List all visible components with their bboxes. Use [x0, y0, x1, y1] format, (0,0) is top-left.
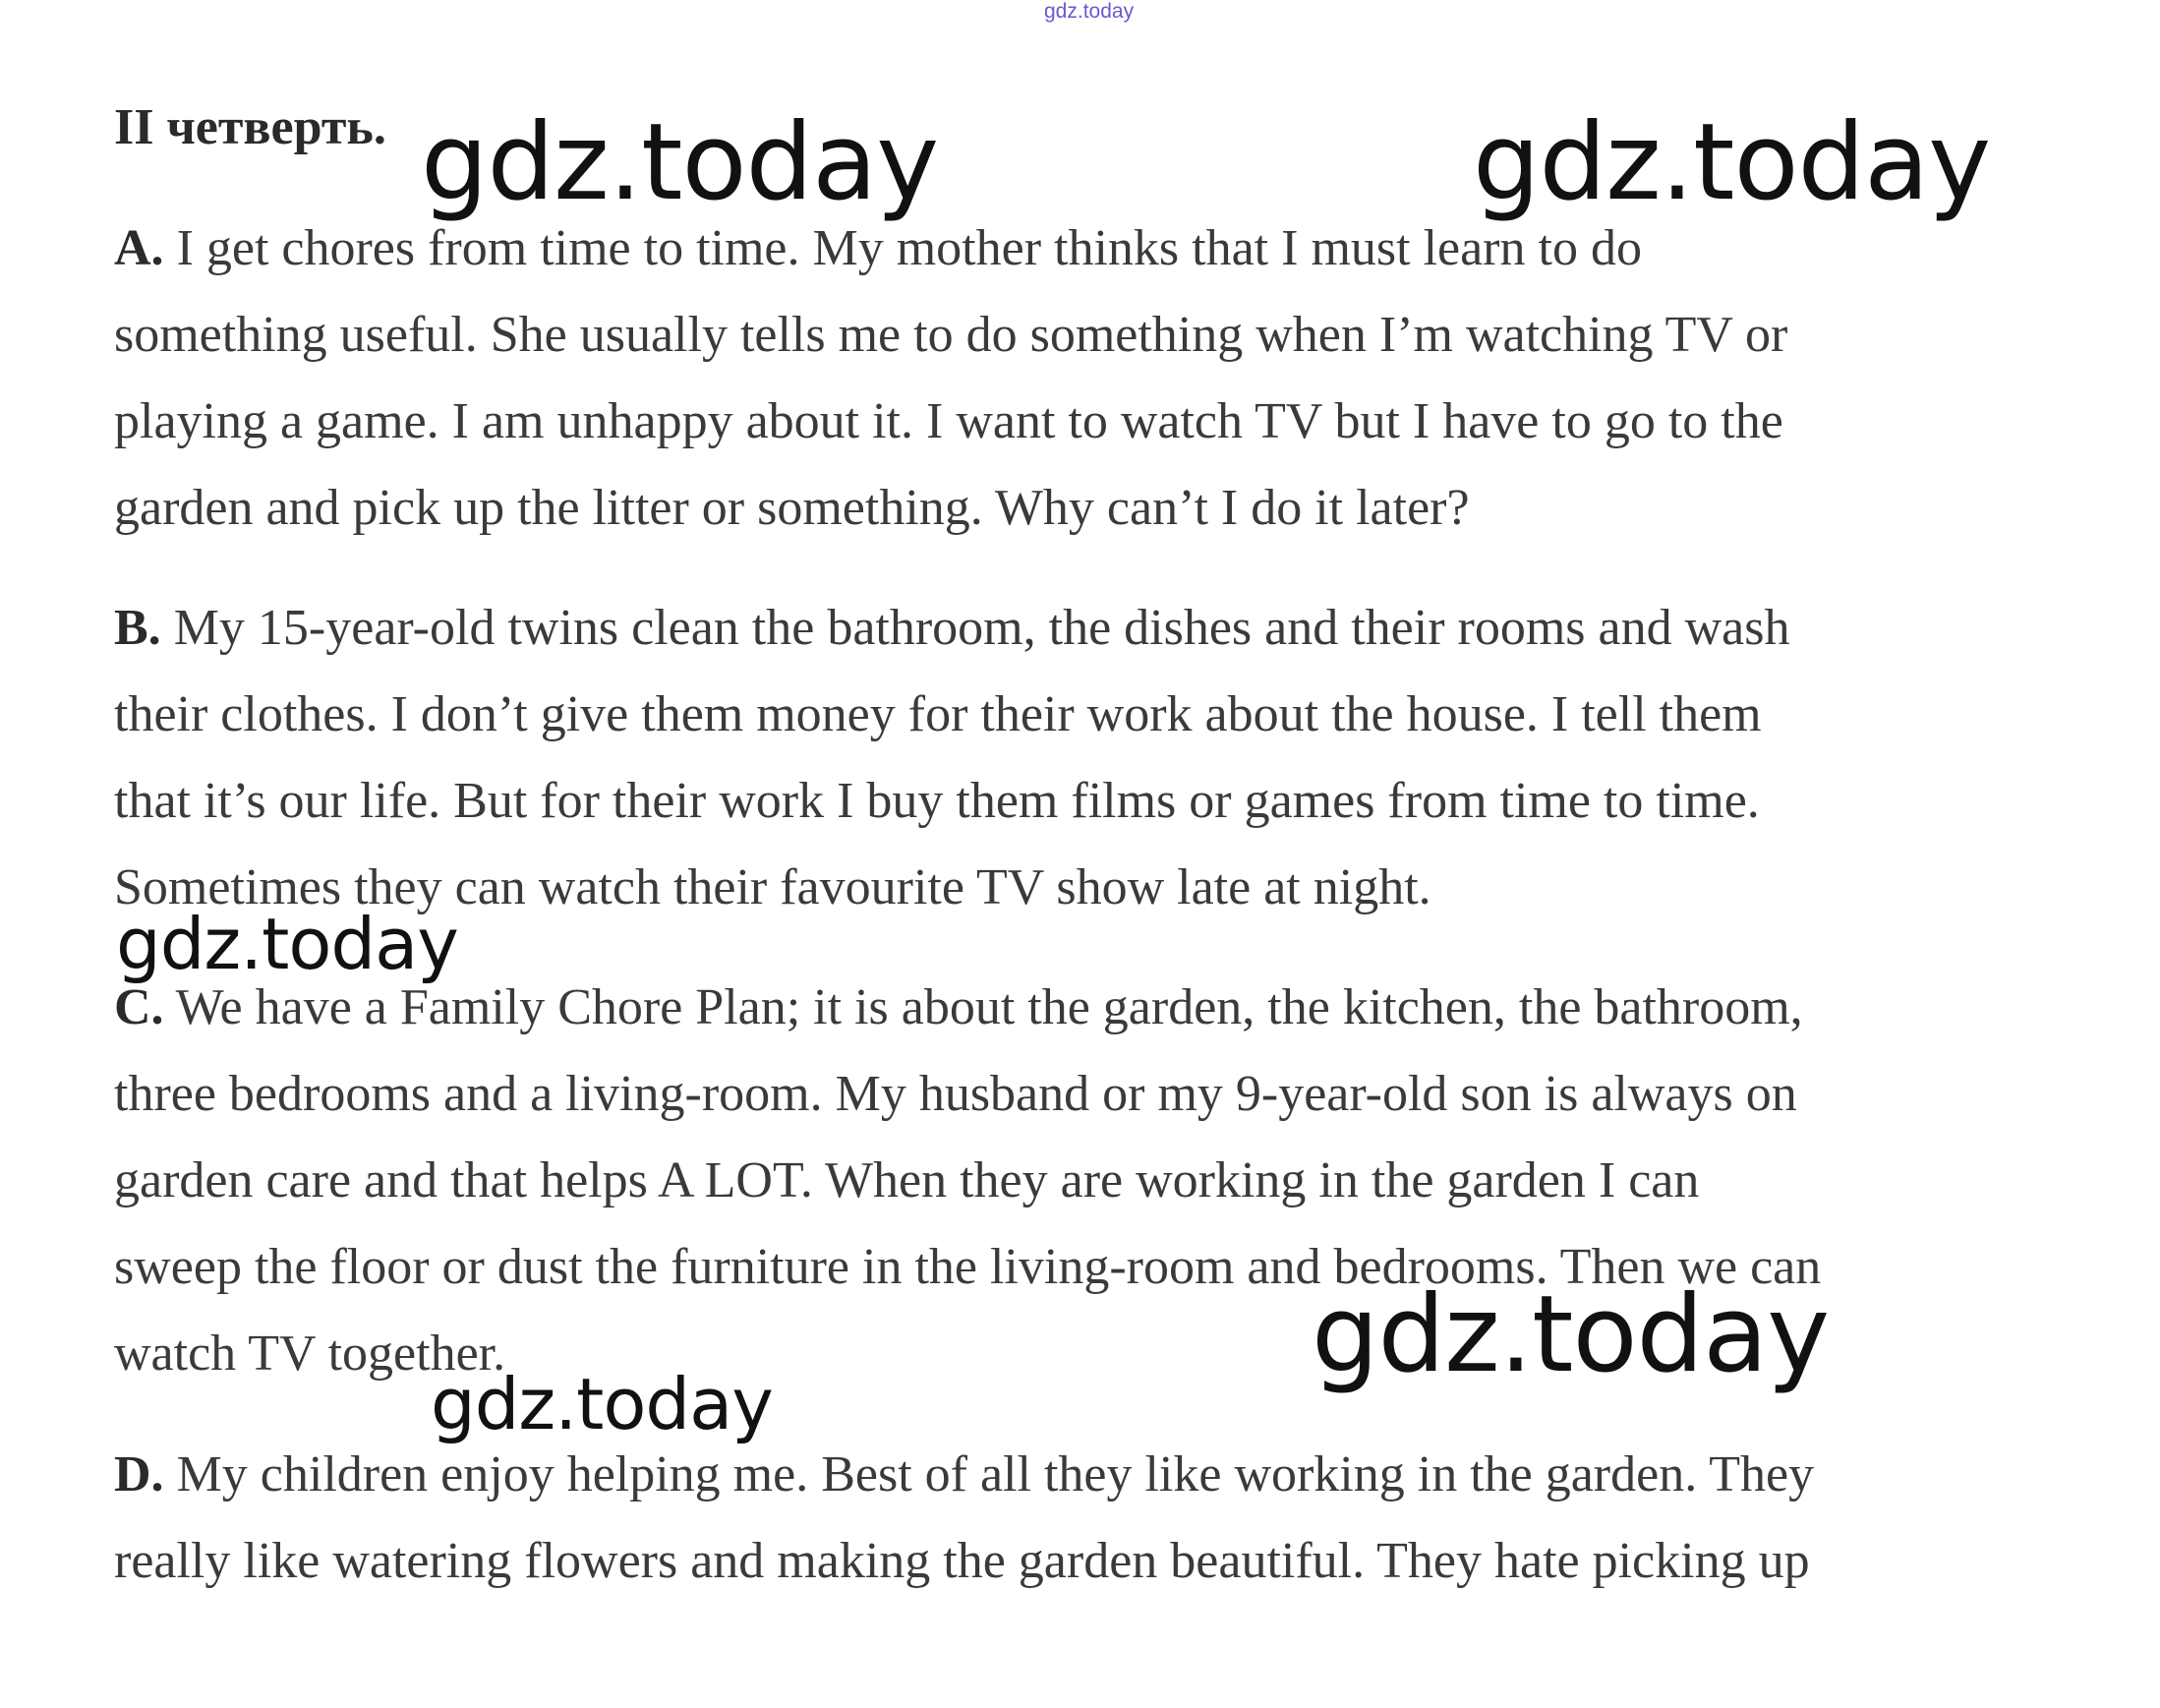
watermark: gdz.today: [1312, 1273, 1830, 1396]
watermark: gdz.today: [431, 1363, 773, 1445]
paragraph-b: [114, 585, 2080, 931]
paragraph-line: garden care and that helps A LOT. When they are working in the garden I can: [114, 1152, 1700, 1208]
paragraph-line: something useful. She usually tells me to do something when I’m watching TV or: [114, 307, 1788, 363]
paragraph-line: watch TV together.: [114, 1325, 506, 1382]
paragraph-d: [114, 1432, 2080, 1605]
paragraph-line: Sometimes they can watch their favourite TV show late at night.: [114, 859, 1431, 915]
quarter-title: II четверть.: [114, 99, 386, 155]
paragraph-line: sweep the floor or dust the furniture in the living-room and bedrooms. Then we can: [114, 1239, 1822, 1295]
paragraph-line: playing a game. I am unhappy about it. I want to watch TV but I have to go to the: [114, 393, 1783, 449]
paragraph-line: [114, 585, 2080, 672]
paragraph-line: their clothes. I don’t give them money for their work about the house. I tell them: [114, 686, 1762, 742]
paragraph-line: that it’s our life. But for their work I buy them films or games from time to time.: [114, 773, 1760, 829]
paragraph-letter: D.: [114, 1446, 164, 1502]
paragraph-text: I get chores from time to time. My mother thinks that I must learn to do: [163, 220, 1642, 276]
paragraph-text: My 15-year-old twins clean the bathroom, the dishes and their rooms and wash: [160, 600, 1790, 656]
paragraph-line: really like watering flowers and making the garden beautiful. They hate picking up: [114, 1533, 1810, 1589]
paragraph-line: garden and pick up the litter or something. Why can’t I do it later?: [114, 480, 1470, 536]
watermark: gdz.today: [116, 903, 458, 985]
top-watermark: gdz.today: [1044, 0, 1135, 23]
paragraph-text: My children enjoy helping me. Best of all they like working in the garden. They: [163, 1446, 1815, 1502]
paragraph-letter: B.: [114, 600, 161, 656]
paragraph-line: [114, 1432, 2080, 1518]
watermark: gdz.today: [1473, 101, 1991, 224]
paragraph-letter: A.: [114, 220, 164, 276]
paragraph-letter: C.: [114, 979, 164, 1035]
paragraph-text: We have a Family Chore Plan; it is about the garden, the kitchen, the bathroom,: [163, 979, 1803, 1035]
watermark: gdz.today: [421, 101, 939, 224]
paragraph-line: three bedrooms and a living-room. My husband or my 9-year-old son is always on: [114, 1066, 1797, 1122]
paragraph-a: [114, 206, 2080, 552]
